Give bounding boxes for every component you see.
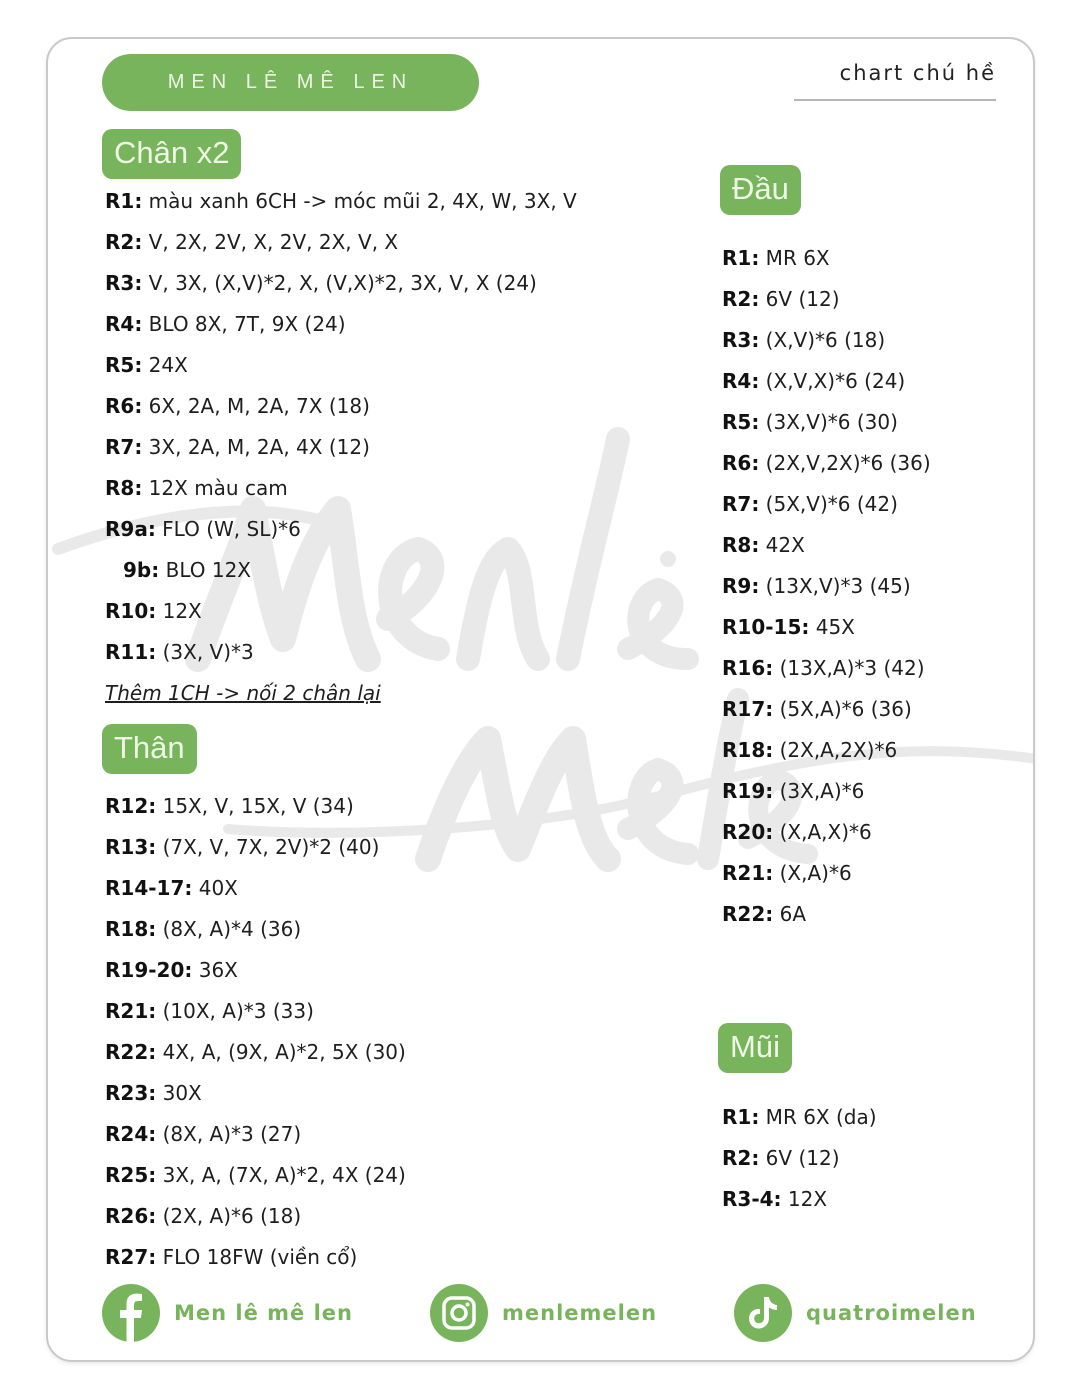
row-item: 9b: BLO 12X — [123, 558, 251, 582]
row-item: R18: (8X, A)*4 (36) — [105, 917, 302, 941]
row-item: R26: (2X, A)*6 (18) — [105, 1204, 302, 1228]
row-item: R1: MR 6X (da) — [722, 1105, 877, 1129]
row-item: R12: 15X, V, 15X, V (34) — [105, 794, 354, 818]
row-item: R24: (8X, A)*3 (27) — [105, 1122, 302, 1146]
row-item: R8: 12X màu cam — [105, 476, 288, 500]
row-item: R27: FLO 18FW (viền cổ) — [105, 1245, 358, 1269]
row-item: R10: 12X — [105, 599, 202, 623]
row-item: R14-17: 40X — [105, 876, 238, 900]
row-item: R9a: FLO (W, SL)*6 — [105, 517, 301, 541]
row-item: R10-15: 45X — [722, 615, 855, 639]
row-item: R6: (2X,V,2X)*6 (36) — [722, 451, 931, 475]
row-item: R4: (X,V,X)*6 (24) — [722, 369, 906, 393]
row-item: R7: 3X, 2A, M, 2A, 4X (12) — [105, 435, 370, 459]
row-item: R5: (3X,V)*6 (30) — [722, 410, 898, 434]
social-footer — [102, 1282, 1002, 1344]
pattern-card — [46, 37, 1035, 1362]
instagram-link[interactable] — [430, 1282, 657, 1344]
tiktok-handle: quatroimelen — [806, 1301, 977, 1325]
row-item: R16: (13X,A)*3 (42) — [722, 656, 925, 680]
instagram-icon — [430, 1284, 488, 1342]
row-item: R3-4: 12X — [722, 1187, 828, 1211]
row-item: R18: (2X,A,2X)*6 — [722, 738, 898, 762]
row-item: R1: MR 6X — [722, 246, 830, 270]
tiktok-link[interactable] — [734, 1282, 977, 1344]
row-item: R19: (3X,A)*6 — [722, 779, 865, 803]
row-item: R22: 6A — [722, 902, 806, 926]
row-item: R3: V, 3X, (X,V)*2, X, (V,X)*2, 3X, V, X (24) — [105, 271, 537, 295]
row-item: R2: 6V (12) — [722, 1146, 840, 1170]
body-rows — [105, 786, 406, 1278]
row-item: R7: (5X,V)*6 (42) — [722, 492, 898, 516]
row-item: R8: 42X — [722, 533, 805, 557]
section-tag-nose: Mũi — [718, 1023, 792, 1073]
head-rows — [722, 238, 931, 935]
tiktok-icon — [734, 1284, 792, 1342]
row-item: R25: 3X, A, (7X, A)*2, 4X (24) — [105, 1163, 406, 1187]
row-item: R2: V, 2X, 2V, X, 2V, 2X, V, X — [105, 230, 399, 254]
section-tag-legs: Chân x2 — [102, 129, 241, 179]
facebook-icon — [102, 1284, 160, 1342]
row-item: R19-20: 36X — [105, 958, 238, 982]
row-item: R23: 30X — [105, 1081, 202, 1105]
row-item: R22: 4X, A, (9X, A)*2, 5X (30) — [105, 1040, 406, 1064]
instagram-handle: menlemelen — [502, 1301, 658, 1325]
facebook-link[interactable] — [102, 1282, 353, 1344]
legs-rows — [105, 181, 577, 714]
brand-banner: MEN LÊ MÊ LEN — [102, 54, 479, 111]
row-item: R13: (7X, V, 7X, 2V)*2 (40) — [105, 835, 380, 859]
row-item: R6: 6X, 2A, M, 2A, 7X (18) — [105, 394, 370, 418]
row-item: R4: BLO 8X, 7T, 9X (24) — [105, 312, 346, 336]
row-item: R1: màu xanh 6CH -> móc mũi 2, 4X, W, 3X, V — [105, 189, 577, 213]
section-tag-body: Thân — [102, 724, 197, 774]
row-item: R21: (X,A)*6 — [722, 861, 852, 885]
row-item: R5: 24X — [105, 353, 188, 377]
row-item: R9: (13X,V)*3 (45) — [722, 574, 911, 598]
row-item: R20: (X,A,X)*6 — [722, 820, 872, 844]
row-item: R17: (5X,A)*6 (36) — [722, 697, 912, 721]
title-underline — [794, 99, 996, 101]
facebook-handle: Men lê mê len — [174, 1301, 353, 1325]
row-item: R3: (X,V)*6 (18) — [722, 328, 886, 352]
nose-rows — [722, 1097, 877, 1220]
section-tag-head: Đầu — [720, 165, 801, 215]
row-item: R21: (10X, A)*3 (33) — [105, 999, 314, 1023]
row-item: R2: 6V (12) — [722, 287, 840, 311]
row-item: R11: (3X, V)*3 — [105, 640, 254, 664]
chart-title: chart chú hề — [839, 61, 996, 85]
join-note: Thêm 1CH -> nối 2 chân lại — [105, 681, 381, 705]
